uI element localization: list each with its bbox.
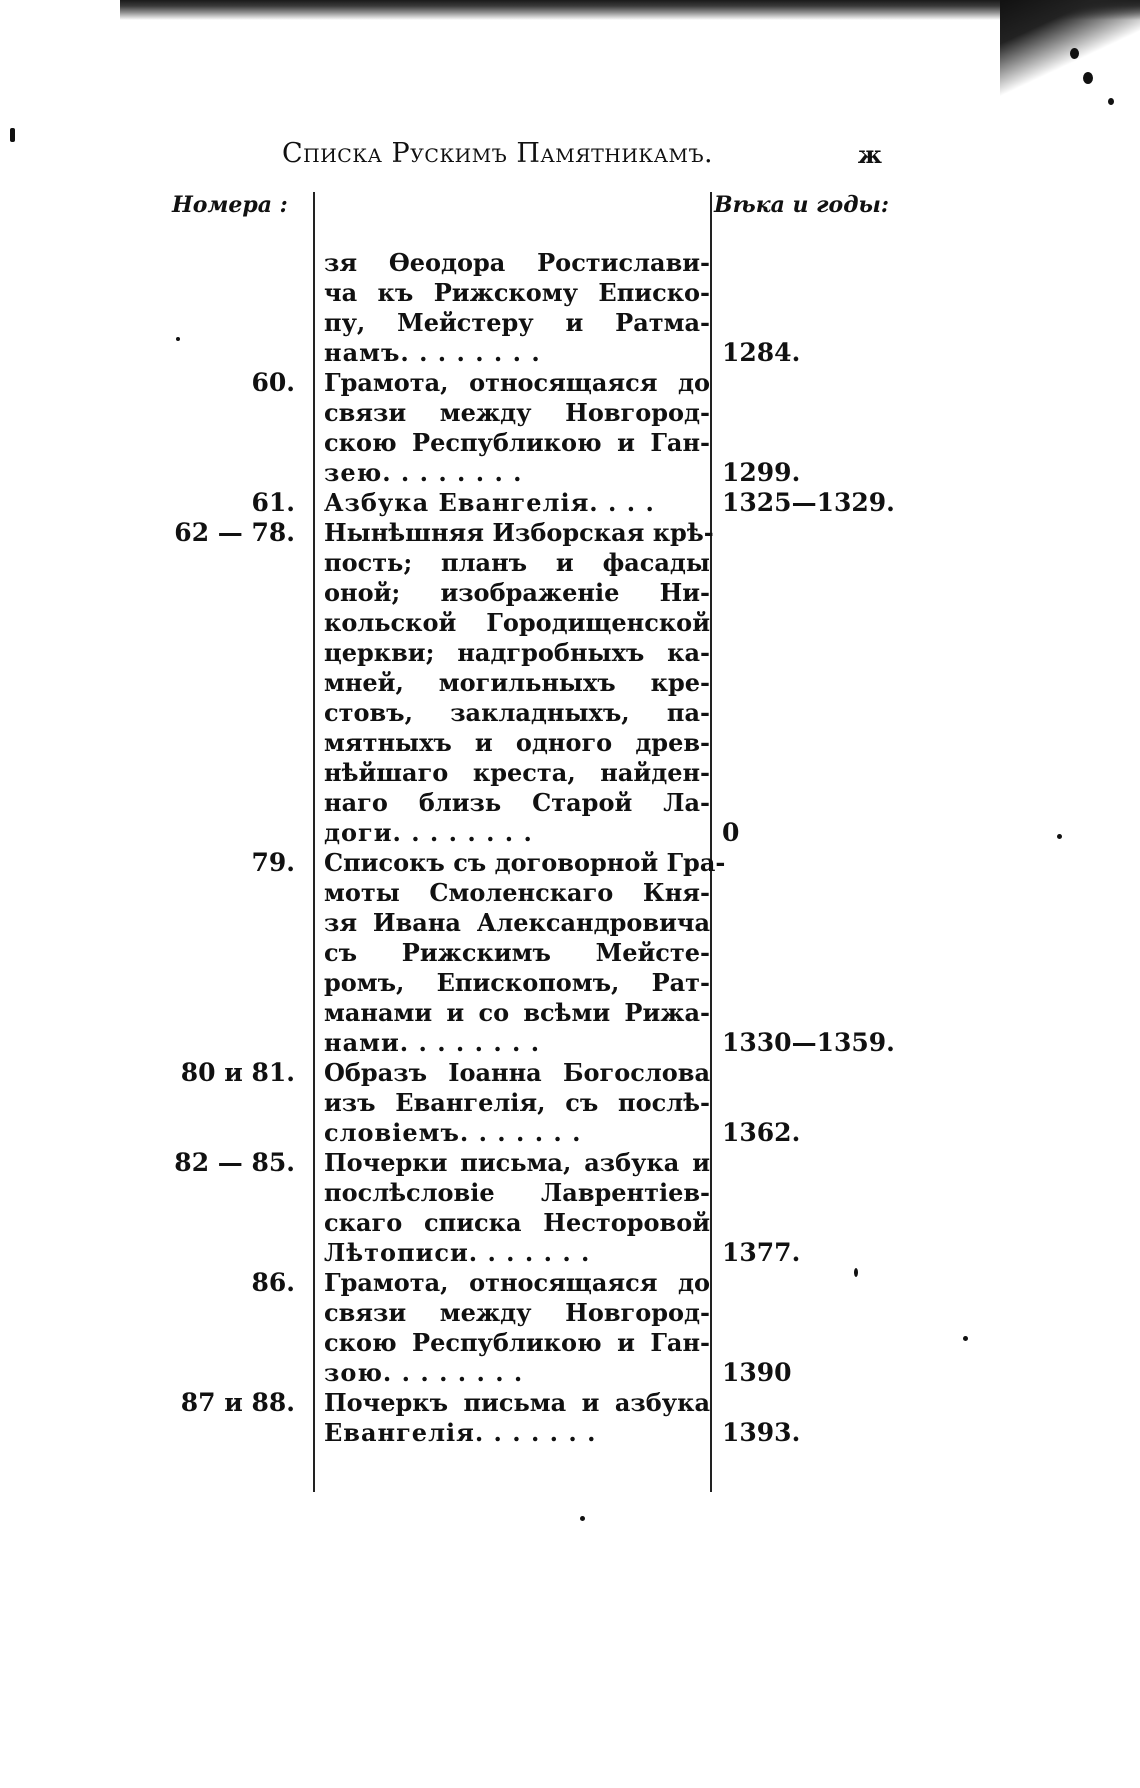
entry-number: 79. (251, 848, 295, 877)
entry-year: 1393. (722, 1418, 801, 1447)
entry-line: ромъ, Епископомъ, Рат- (324, 968, 710, 997)
table-row (0, 1388, 1140, 1448)
entry-line: пость; планъ и фасады (324, 548, 710, 577)
entry-line: Почерки письма, азбука и (324, 1148, 710, 1177)
entry-line: изъ Евангелія, съ послѣ- (324, 1088, 710, 1117)
entry-line: зою. . . . . . . . (324, 1358, 524, 1387)
entry-line: Образъ Іоанна Богослова (324, 1058, 710, 1087)
entry-line: нѣйшаго креста, найден- (324, 758, 710, 787)
entry-line: моты Смоленскаго Кня- (324, 878, 710, 907)
running-title: Списка Рускимъ Памятникамъ. (282, 138, 714, 169)
page-header (282, 138, 882, 178)
entry-year: 1377. (722, 1238, 801, 1267)
entry-description (324, 1268, 710, 1388)
numbers-column-label: Номера : (172, 192, 288, 218)
entries-table (0, 248, 1140, 1448)
entry-line: связи между Новгород- (324, 398, 710, 427)
entry-line: зя Өеодора Ростислави- (324, 248, 710, 277)
ink-speck (1108, 98, 1114, 105)
table-row (0, 518, 1140, 848)
entry-line: мятныхъ и одного древ- (324, 728, 710, 757)
entry-year: 1390 (722, 1358, 792, 1387)
entry-year: 0 (722, 818, 740, 847)
entry-line: Лѣтописи. . . . . . . (324, 1238, 591, 1267)
entry-line: скаго списка Несторовой (324, 1208, 710, 1237)
entry-line: послѣсловіе Лаврентіев- (324, 1178, 710, 1207)
table-row (0, 248, 1140, 368)
entry-line: манами и со всѣми Рижа- (324, 998, 710, 1027)
entry-line: Грамота, относящаяся до (324, 1268, 710, 1297)
entry-line: оной; изображеніе Ни- (324, 578, 710, 607)
entry-number: 80 и 81. (180, 1058, 295, 1087)
entry-line: словіемъ. . . . . . . (324, 1118, 582, 1147)
entry-line: доги. . . . . . . . (324, 818, 533, 847)
entry-description (324, 1148, 710, 1268)
entry-line: стовъ, закладныхъ, па- (324, 698, 710, 727)
table-row (0, 488, 1140, 518)
entry-year: 1330—1359. (722, 1028, 895, 1057)
entry-number: 82 — 85. (174, 1148, 295, 1177)
entry-line: ча къ Рижскому Еписко- (324, 278, 710, 307)
entry-description (324, 488, 710, 518)
entry-year: 1325—1329. (722, 488, 895, 517)
entry-line: Списокъ съ договорной Гра- (324, 848, 726, 877)
entry-line: пу, Мейстеру и Ратма- (324, 308, 710, 337)
entry-line: Евангелія. . . . . . . (324, 1418, 597, 1447)
entry-line: наго близь Старой Ла- (324, 788, 710, 817)
scan-edge-top (120, 0, 1140, 20)
entry-line: Азбука Евангелія. . . . (324, 488, 655, 517)
entry-year: 1284. (722, 338, 801, 367)
table-row (0, 848, 1140, 1058)
entry-description (324, 848, 726, 1058)
entry-line: зею. . . . . . . . (324, 458, 523, 487)
entry-number: 60. (251, 368, 295, 397)
ink-speck (580, 1516, 585, 1521)
entry-line: зя Ивана Александровича (324, 908, 710, 937)
table-row (0, 368, 1140, 488)
entry-line: церкви; надгробныхъ ка- (324, 638, 710, 667)
table-row (0, 1268, 1140, 1388)
table-row (0, 1148, 1140, 1268)
entry-number: 62 — 78. (174, 518, 295, 547)
years-column-label: Вѣка и годы: (714, 192, 890, 218)
ink-speck (1070, 48, 1079, 59)
entry-year: 1362. (722, 1118, 801, 1147)
entry-description (324, 1058, 710, 1148)
entry-line: намъ. . . . . . . . (324, 338, 541, 367)
entry-line: скою Республикою и Ган- (324, 1328, 710, 1357)
entry-line: Грамота, относящаяся до (324, 368, 710, 397)
entry-number: 86. (251, 1268, 295, 1297)
entry-description (324, 518, 714, 848)
page-signature: ж (857, 140, 882, 169)
entry-description (324, 1388, 710, 1448)
entry-number: 87 и 88. (180, 1388, 295, 1417)
entry-line: Почеркъ письма и азбука (324, 1388, 710, 1417)
entry-line: мней, могильныхъ кре- (324, 668, 710, 697)
entry-description (324, 368, 710, 488)
entry-line: связи между Новгород- (324, 1298, 710, 1327)
entry-description (324, 248, 710, 368)
entry-line: скою Республикою и Ган- (324, 428, 710, 457)
entry-line: нами. . . . . . . . (324, 1028, 541, 1057)
entry-year: 1299. (722, 458, 801, 487)
entry-number: 61. (251, 488, 295, 517)
ink-speck (1083, 72, 1093, 84)
entry-line: Нынѣшняя Изборская крѣ- (324, 518, 714, 547)
ink-speck (10, 128, 15, 142)
entry-line: кольской Городищенской (324, 608, 710, 637)
entry-line: съ Рижскимъ Мейсте- (324, 938, 710, 967)
table-row (0, 1058, 1140, 1148)
